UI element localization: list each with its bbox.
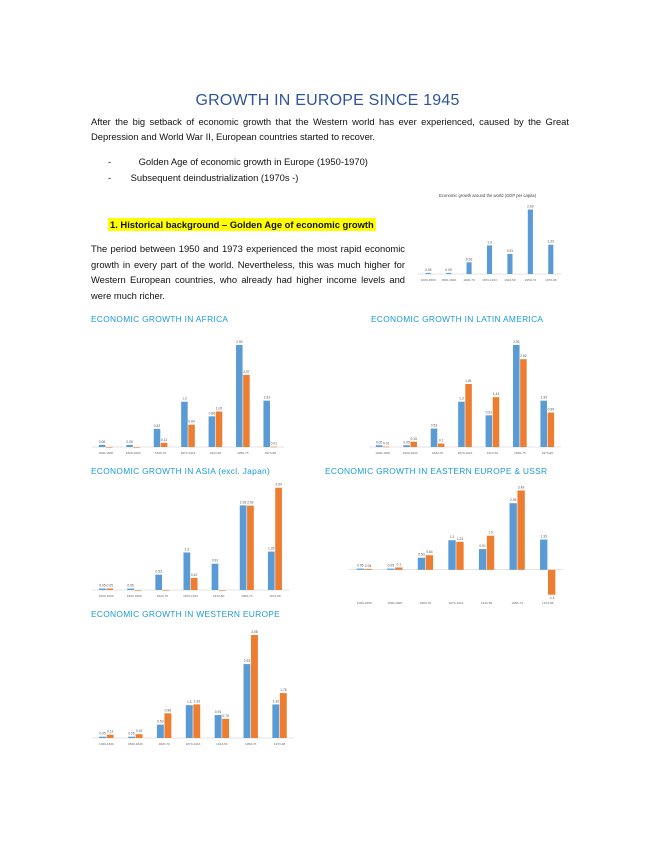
chart-tick-label: 1973-98 xyxy=(269,594,281,598)
chart-bar xyxy=(548,570,555,595)
chart-bar xyxy=(507,254,512,274)
chart-bar xyxy=(136,734,143,738)
chart-bar xyxy=(251,635,258,738)
chart-bar xyxy=(426,555,433,570)
chart-bar xyxy=(509,503,516,570)
chart-bar xyxy=(479,549,486,570)
chart-data-label: 2.93 xyxy=(243,659,251,664)
chart-data-label: 0.13 xyxy=(106,729,114,734)
chart-tick-label: 1000-1500 xyxy=(356,601,372,605)
chart-tick-label: 1950-73 xyxy=(524,278,537,282)
chart-data-label: 1.33 xyxy=(540,395,547,400)
chart-data-label: 0.15 xyxy=(135,729,143,734)
chart-data-label: 1.81 xyxy=(465,378,472,383)
chart-bar xyxy=(209,416,216,447)
chart-data-label: 0.99 xyxy=(547,407,555,412)
chart-tick-label: 1000-1500 xyxy=(420,278,436,282)
chart-bar xyxy=(99,445,106,447)
chart-data-label: 0.04 xyxy=(365,563,372,568)
chart-tick-label: 1500-1820 xyxy=(127,742,143,746)
chart-data-label: 0.05 xyxy=(375,440,383,445)
chart-data-label: 0.1 xyxy=(396,562,402,567)
chart-bar xyxy=(275,488,282,590)
chart-bar xyxy=(438,444,445,447)
chart-bar xyxy=(465,384,472,447)
chart-bar xyxy=(520,359,527,447)
chart-data-label: 1.3 xyxy=(182,396,187,401)
chart-tick-label: 1913-50 xyxy=(486,451,499,455)
chart-data-label: 0.05 xyxy=(425,267,432,272)
chart-data-label: 0.1 xyxy=(438,438,444,443)
chart-data-label: 1.33 xyxy=(272,699,280,704)
chart-data-label: 0.76 xyxy=(222,713,229,718)
chart-bar xyxy=(456,542,463,570)
chart-data-label: 0.06 xyxy=(98,439,106,444)
chart-bar xyxy=(133,447,140,448)
chart-bar xyxy=(157,725,164,738)
chart-bar xyxy=(244,664,251,738)
chart-bar xyxy=(410,442,417,447)
chart-bar xyxy=(240,505,247,590)
chart-label-western-europe: ECONOMIC GROWTH IN WESTERN EUROPE xyxy=(91,609,281,619)
chart-data-label: 0.05 xyxy=(387,563,395,568)
chart-data-label: 3.54 xyxy=(275,482,282,487)
chart-bar xyxy=(236,345,243,447)
chart-africa xyxy=(88,333,288,457)
chart-data-label: 0.91 xyxy=(479,544,486,549)
chart-bar xyxy=(528,210,533,274)
chart-tick-label: 1000-1500 xyxy=(375,451,391,455)
chart-bar xyxy=(540,540,547,570)
chart-data-label: 0.15 xyxy=(410,436,417,441)
chart-latin-america xyxy=(365,333,565,457)
chart-data-label: 4.08 xyxy=(251,630,258,635)
chart-data-label: 2.92 xyxy=(247,500,254,505)
chart-data-label: -1.1 xyxy=(548,596,555,601)
chart-tick-label: 1913-50 xyxy=(480,601,493,605)
chart-bar xyxy=(548,245,553,274)
chart-bar xyxy=(219,590,226,591)
chart-data-label: 0.91 xyxy=(214,710,222,715)
chart-data-label: 2.93 xyxy=(239,500,247,505)
chart-bar xyxy=(128,737,135,738)
chart-tick-label: 1973-98 xyxy=(264,451,276,455)
chart-data-label: 0.05 xyxy=(106,583,113,588)
chart-tick-label: 1500-1820 xyxy=(126,594,142,598)
chart-data-label: 1.3 xyxy=(487,240,492,245)
chart-tick-label: 1820-70 xyxy=(431,451,444,455)
chart-bar xyxy=(161,443,168,447)
chart-data-label: 1.33 xyxy=(547,239,554,244)
chart-tick-label: 1913-50 xyxy=(216,742,228,746)
chart-tick-label: 1500-1820 xyxy=(125,451,141,455)
chart-bar xyxy=(448,540,455,570)
chart-data-label: 0.42 xyxy=(190,572,198,577)
chart-data-label: 0.05 xyxy=(403,440,410,445)
page-title: GROWTH IN EUROPE SINCE 1945 xyxy=(195,92,460,109)
chart-bar xyxy=(540,401,547,447)
chart-tick-label: 1000-1500 xyxy=(99,742,114,746)
chart-bar xyxy=(387,569,394,570)
chart-bar xyxy=(431,429,438,447)
chart-tick-label: 1973-98 xyxy=(542,601,554,605)
chart-bar xyxy=(517,490,524,569)
chart-bar xyxy=(191,578,198,590)
chart-data-label: 0.91 xyxy=(506,248,514,253)
chart-bar xyxy=(99,589,106,590)
chart-tick-label: 1950-73 xyxy=(511,601,523,605)
chart-label-eastern-europe: ECONOMIC GROWTH IN EASTERN EUROPE & USSR xyxy=(325,466,548,476)
chart-bar xyxy=(446,273,451,274)
chart-bar xyxy=(247,506,254,590)
chart-bar xyxy=(186,705,193,738)
chart-bar xyxy=(418,558,425,570)
chart-tick-label: 1950-73 xyxy=(241,594,253,598)
chart-bar xyxy=(243,375,250,447)
chart-data-label: 3.49 xyxy=(517,485,525,490)
chart-data-label: 0.05 xyxy=(127,583,134,588)
chart-tick-label: 1950-73 xyxy=(245,742,257,746)
chart-data-label: 0.91 xyxy=(211,558,219,563)
chart-tick-label: 1000-1500 xyxy=(98,594,114,598)
chart-tick-label: 1820-70 xyxy=(419,601,432,605)
chart-data-label: 0.05 xyxy=(99,583,106,588)
chart-bar xyxy=(486,415,493,447)
chart-data-label: 1.33 xyxy=(268,546,275,551)
chart-tick-label: 1820-70 xyxy=(156,594,169,598)
chart-bar xyxy=(127,589,134,590)
chart-tick-label: 1500-1820 xyxy=(402,451,418,455)
chart-data-label: 0.88 xyxy=(208,411,216,416)
chart-bar xyxy=(106,447,113,448)
chart-data-label: 2.93 xyxy=(509,498,517,503)
chart-data-label: 1.5 xyxy=(488,530,493,535)
chart-data-label: 1.78 xyxy=(280,688,287,693)
chart-bar xyxy=(126,445,133,447)
chart-tick-label: 1820-70 xyxy=(463,278,475,282)
chart-tick-label: 1950-73 xyxy=(237,451,249,455)
chart-data-label: 0.64 xyxy=(188,419,195,424)
chart-bar xyxy=(271,447,278,448)
chart-label-asia: ECONOMIC GROWTH IN ASIA (excl. Japan) xyxy=(91,466,271,476)
chart-bar xyxy=(548,413,555,447)
chart-data-label: 0.05 xyxy=(99,731,106,736)
chart-data-label: 0.91 xyxy=(485,410,493,415)
chart-data-label: 0.01 xyxy=(383,441,390,446)
chart-tick-label: 1500-1820 xyxy=(441,278,457,282)
bullet-item xyxy=(108,156,368,167)
chart-bar xyxy=(212,564,219,590)
chart-data-label: 0.12 xyxy=(160,437,168,442)
chart-tick-label: 1000-1500 xyxy=(98,451,114,455)
chart-bar xyxy=(263,401,270,447)
chart-bar xyxy=(458,402,465,447)
chart-tick-label: 1973-98 xyxy=(545,278,557,282)
chart-tick-label: 1973-98 xyxy=(273,742,286,746)
chart-bar xyxy=(395,567,402,569)
chart-bar xyxy=(487,536,494,570)
chart-bar xyxy=(426,273,431,274)
chart-data-label: 0.53 xyxy=(155,569,162,574)
chart-bar xyxy=(135,590,142,591)
chart-data-label: 2.93 xyxy=(513,339,520,344)
chart-eastern-europe xyxy=(345,482,567,607)
bullet-dash: - xyxy=(108,172,112,183)
chart-bar xyxy=(155,575,162,590)
chart-world xyxy=(410,188,565,288)
chart-data-label: 2.52 xyxy=(520,354,527,359)
chart-bar xyxy=(107,735,114,738)
chart-label-latin-america: ECONOMIC GROWTH IN LATIN AMERICA xyxy=(371,314,544,324)
chart-bar xyxy=(216,411,223,447)
chart-bar xyxy=(280,693,287,738)
chart-data-label: 1.33 xyxy=(193,699,200,704)
chart-data-label: 0.05 xyxy=(445,267,452,272)
chart-bar xyxy=(403,445,410,447)
chart-bar xyxy=(467,262,472,274)
chart-title: Economic growth around the world (GDP per capita) xyxy=(439,193,536,198)
chart-tick-label: 1870-1913 xyxy=(185,742,201,746)
bullet-text: Subsequent deindustrialization (1970s -) xyxy=(130,172,299,183)
chart-bar xyxy=(154,429,161,447)
chart-data-label: 0.52 xyxy=(153,423,161,428)
chart-data-label: 0.53 xyxy=(430,423,438,428)
chart-tick-label: 1913-50 xyxy=(504,278,516,282)
chart-bar xyxy=(493,397,500,447)
bullet-dash: - xyxy=(108,156,112,167)
chart-tick-label: 1500-1820 xyxy=(387,601,403,605)
chart-data-label: 1.02 xyxy=(215,406,223,411)
chart-data-label: 0.06 xyxy=(126,439,133,444)
bullet-text: Golden Age of economic growth in Europe (1950-1970) xyxy=(138,156,368,167)
chart-tick-label: 1973-98 xyxy=(541,451,553,455)
chart-tick-label: 1870-1913 xyxy=(183,594,198,598)
chart-data-label: 0.05 xyxy=(128,731,135,736)
chart-bar xyxy=(164,713,171,738)
chart-bar xyxy=(357,569,364,570)
chart-tick-label: 1950-73 xyxy=(514,451,526,455)
chart-data-label: 1.3 xyxy=(459,396,464,401)
body-paragraph: The period between 1950 and 1973 experienced the most rapid economic growth in every part of the world. Nevertheless, this was much higher for Western European countries, who already had higher income levels and were much richer. xyxy=(91,243,405,301)
chart-bar xyxy=(193,704,200,738)
chart-bar xyxy=(487,245,492,274)
chart-data-label: 1.23 xyxy=(456,536,464,541)
chart-data-label: 1.3 xyxy=(449,535,455,540)
chart-bar xyxy=(365,569,372,570)
chart-data-label: 1.3 xyxy=(184,547,190,552)
chart-bar xyxy=(383,447,390,448)
chart-data-label: 2.93 xyxy=(236,339,243,344)
chart-bar xyxy=(188,425,195,447)
chart-tick-label: 1870-1913 xyxy=(457,451,473,455)
chart-data-label: 0.64 xyxy=(426,550,433,555)
chart-data-label: 1.3 xyxy=(186,700,192,705)
chart-label-africa: ECONOMIC GROWTH IN AFRICA xyxy=(91,314,229,324)
chart-data-label: 0.01 xyxy=(270,441,278,446)
chart-tick-label: 1820-70 xyxy=(154,451,167,455)
chart-bar xyxy=(268,552,275,590)
chart-data-label: 0.98 xyxy=(164,708,172,713)
chart-tick-label: 1870-1913 xyxy=(180,451,196,455)
chart-data-label: 0.53 xyxy=(157,719,164,724)
chart-data-label: 0.53 xyxy=(465,257,473,262)
chart-tick-label: 1913-50 xyxy=(212,594,225,598)
section-heading: 1. Historical background – Golden Age of economic growth xyxy=(110,219,374,230)
chart-data-label: 0.05 xyxy=(357,563,364,568)
chart-data-label: 0.53 xyxy=(418,552,425,557)
chart-data-label: 1.33 xyxy=(263,395,270,400)
chart-bar xyxy=(376,445,383,447)
chart-asia xyxy=(88,482,293,600)
chart-bar xyxy=(215,715,222,738)
chart-bar xyxy=(106,589,113,590)
bullet-item xyxy=(108,172,298,183)
chart-bar xyxy=(222,719,229,738)
chart-data-label: 2.07 xyxy=(243,369,250,374)
chart-bar xyxy=(181,402,188,447)
chart-western-europe xyxy=(88,626,298,750)
chart-bar xyxy=(163,590,170,591)
chart-bar xyxy=(99,737,106,738)
chart-bar xyxy=(183,552,190,590)
chart-tick-label: 1913-50 xyxy=(209,451,222,455)
chart-bar xyxy=(272,704,279,738)
intro-paragraph: After the big setback of economic growth that the Western world has ever experienced, caused by the Great Depression and World War II, European countries started to recover. xyxy=(91,116,569,142)
chart-data-label: 1.43 xyxy=(492,392,500,397)
chart-data-label: 2.93 xyxy=(527,204,534,209)
chart-tick-label: 1820-70 xyxy=(158,742,170,746)
chart-tick-label: 1870-1913 xyxy=(482,278,497,282)
chart-tick-label: 1870-1913 xyxy=(448,601,464,605)
chart-bar xyxy=(513,345,520,447)
chart-data-label: 1.33 xyxy=(540,534,547,539)
